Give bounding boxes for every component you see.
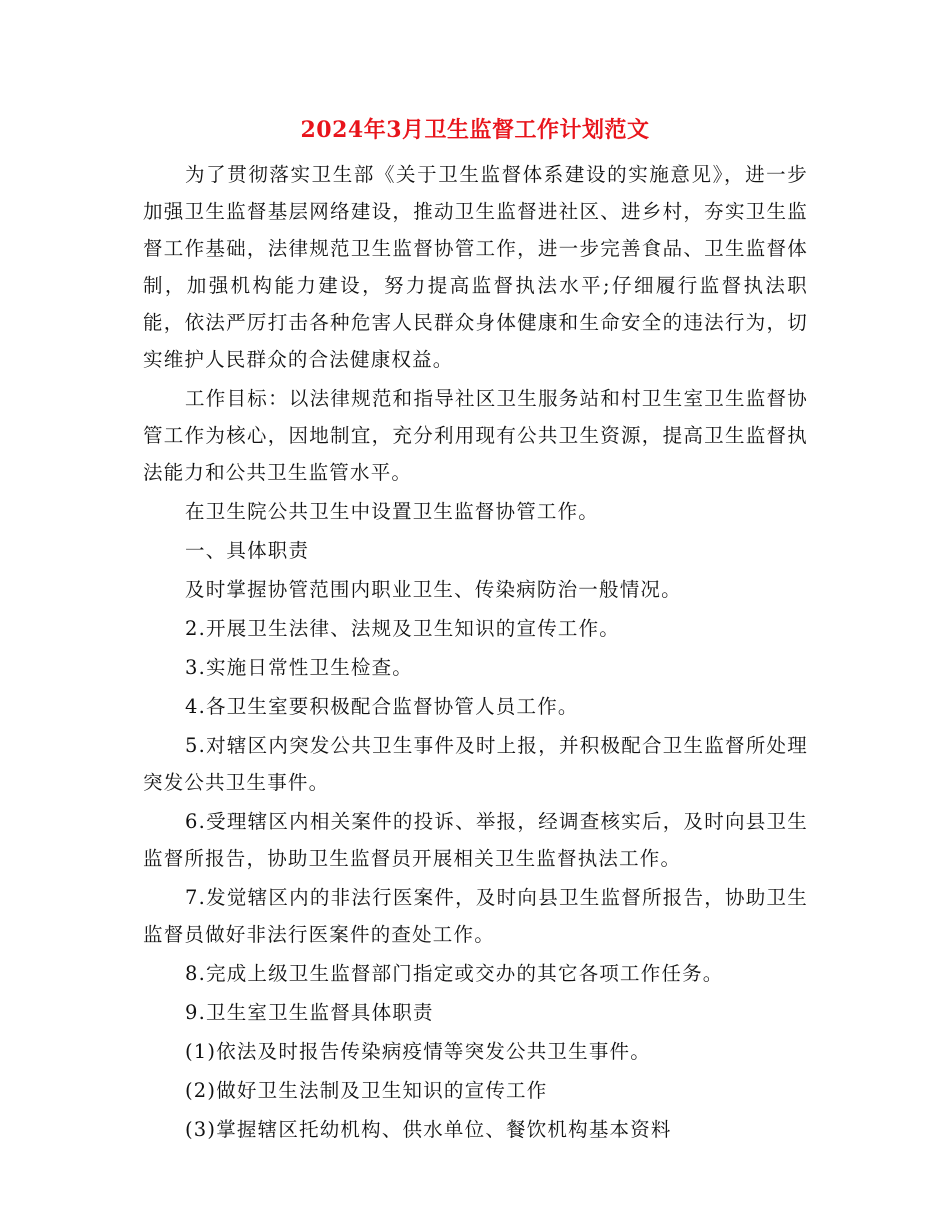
paragraph-goal: 工作目标：以法律规范和指导社区卫生服务站和村卫生室卫生监督协管工作为核心，因地制宜，充分利用现有公共卫生资源，提高卫生监督执法能力和公共卫生监管水平。 bbox=[143, 387, 808, 484]
paragraph-subitem-3: (3)掌握辖区托幼机构、供水单位、餐饮机构基本资料 bbox=[185, 1118, 672, 1141]
paragraph-item-2: 2.开展卫生法律、法规及卫生知识的宣传工作。 bbox=[185, 617, 621, 640]
document-title: 2024年3月卫生监督工作计划范文 bbox=[300, 117, 650, 143]
paragraph-item-6: 6.受理辖区内相关案件的投诉、举报，经调查核实后，及时向县卫生监督所报告，协助卫生监督员开展相关卫生监督执法工作。 bbox=[143, 810, 808, 870]
paragraph-item-9: 9.卫生室卫生监督具体职责 bbox=[185, 1001, 434, 1024]
paragraph-setup: 在卫生院公共卫生中设置卫生监督协管工作。 bbox=[185, 500, 600, 523]
paragraph-subitem-1: (1)依法及时报告传染病疫情等突发公共卫生事件。 bbox=[185, 1040, 651, 1063]
paragraph-intro: 为了贯彻落实卫生部《关于卫生监督体系建设的实施意见》，进一步加强卫生监督基层网络建设，推动卫生监督进社区、进乡村，夯实卫生监督工作基础，法律规范卫生监督协管工作，进一步完善食品、卫生监督体制，加强机构能力建设，努力提高监督执法水平;仔细履行监督执法职能，依法严厉打击各种危害人民群众身体健康和生命安全的违法行为，切实维护人民群众的合法健康权益。 bbox=[143, 163, 808, 371]
paragraph-item-7: 7.发觉辖区内的非法行医案件，及时向县卫生监督所报告，协助卫生监督员做好非法行医案件的查处工作。 bbox=[143, 886, 808, 946]
paragraph-item-3: 3.实施日常性卫生检查。 bbox=[185, 656, 414, 679]
paragraph-item-4: 4.各卫生室要积极配合监督协管人员工作。 bbox=[185, 695, 579, 718]
document-body bbox=[143, 156, 808, 1148]
paragraph-item-1: 及时掌握协管范围内职业卫生、传染病防治一般情况。 bbox=[185, 578, 682, 601]
paragraph-item-8: 8.完成上级卫生监督部门指定或交办的其它各项工作任务。 bbox=[185, 962, 724, 985]
paragraph-item-5: 5.对辖区内突发公共卫生事件及时上报，并积极配合卫生监督所处理突发公共卫生事件。 bbox=[143, 734, 808, 794]
section-heading: 一、具体职责 bbox=[185, 539, 310, 562]
paragraph-subitem-2: (2)做好卫生法制及卫生知识的宣传工作 bbox=[185, 1079, 548, 1102]
